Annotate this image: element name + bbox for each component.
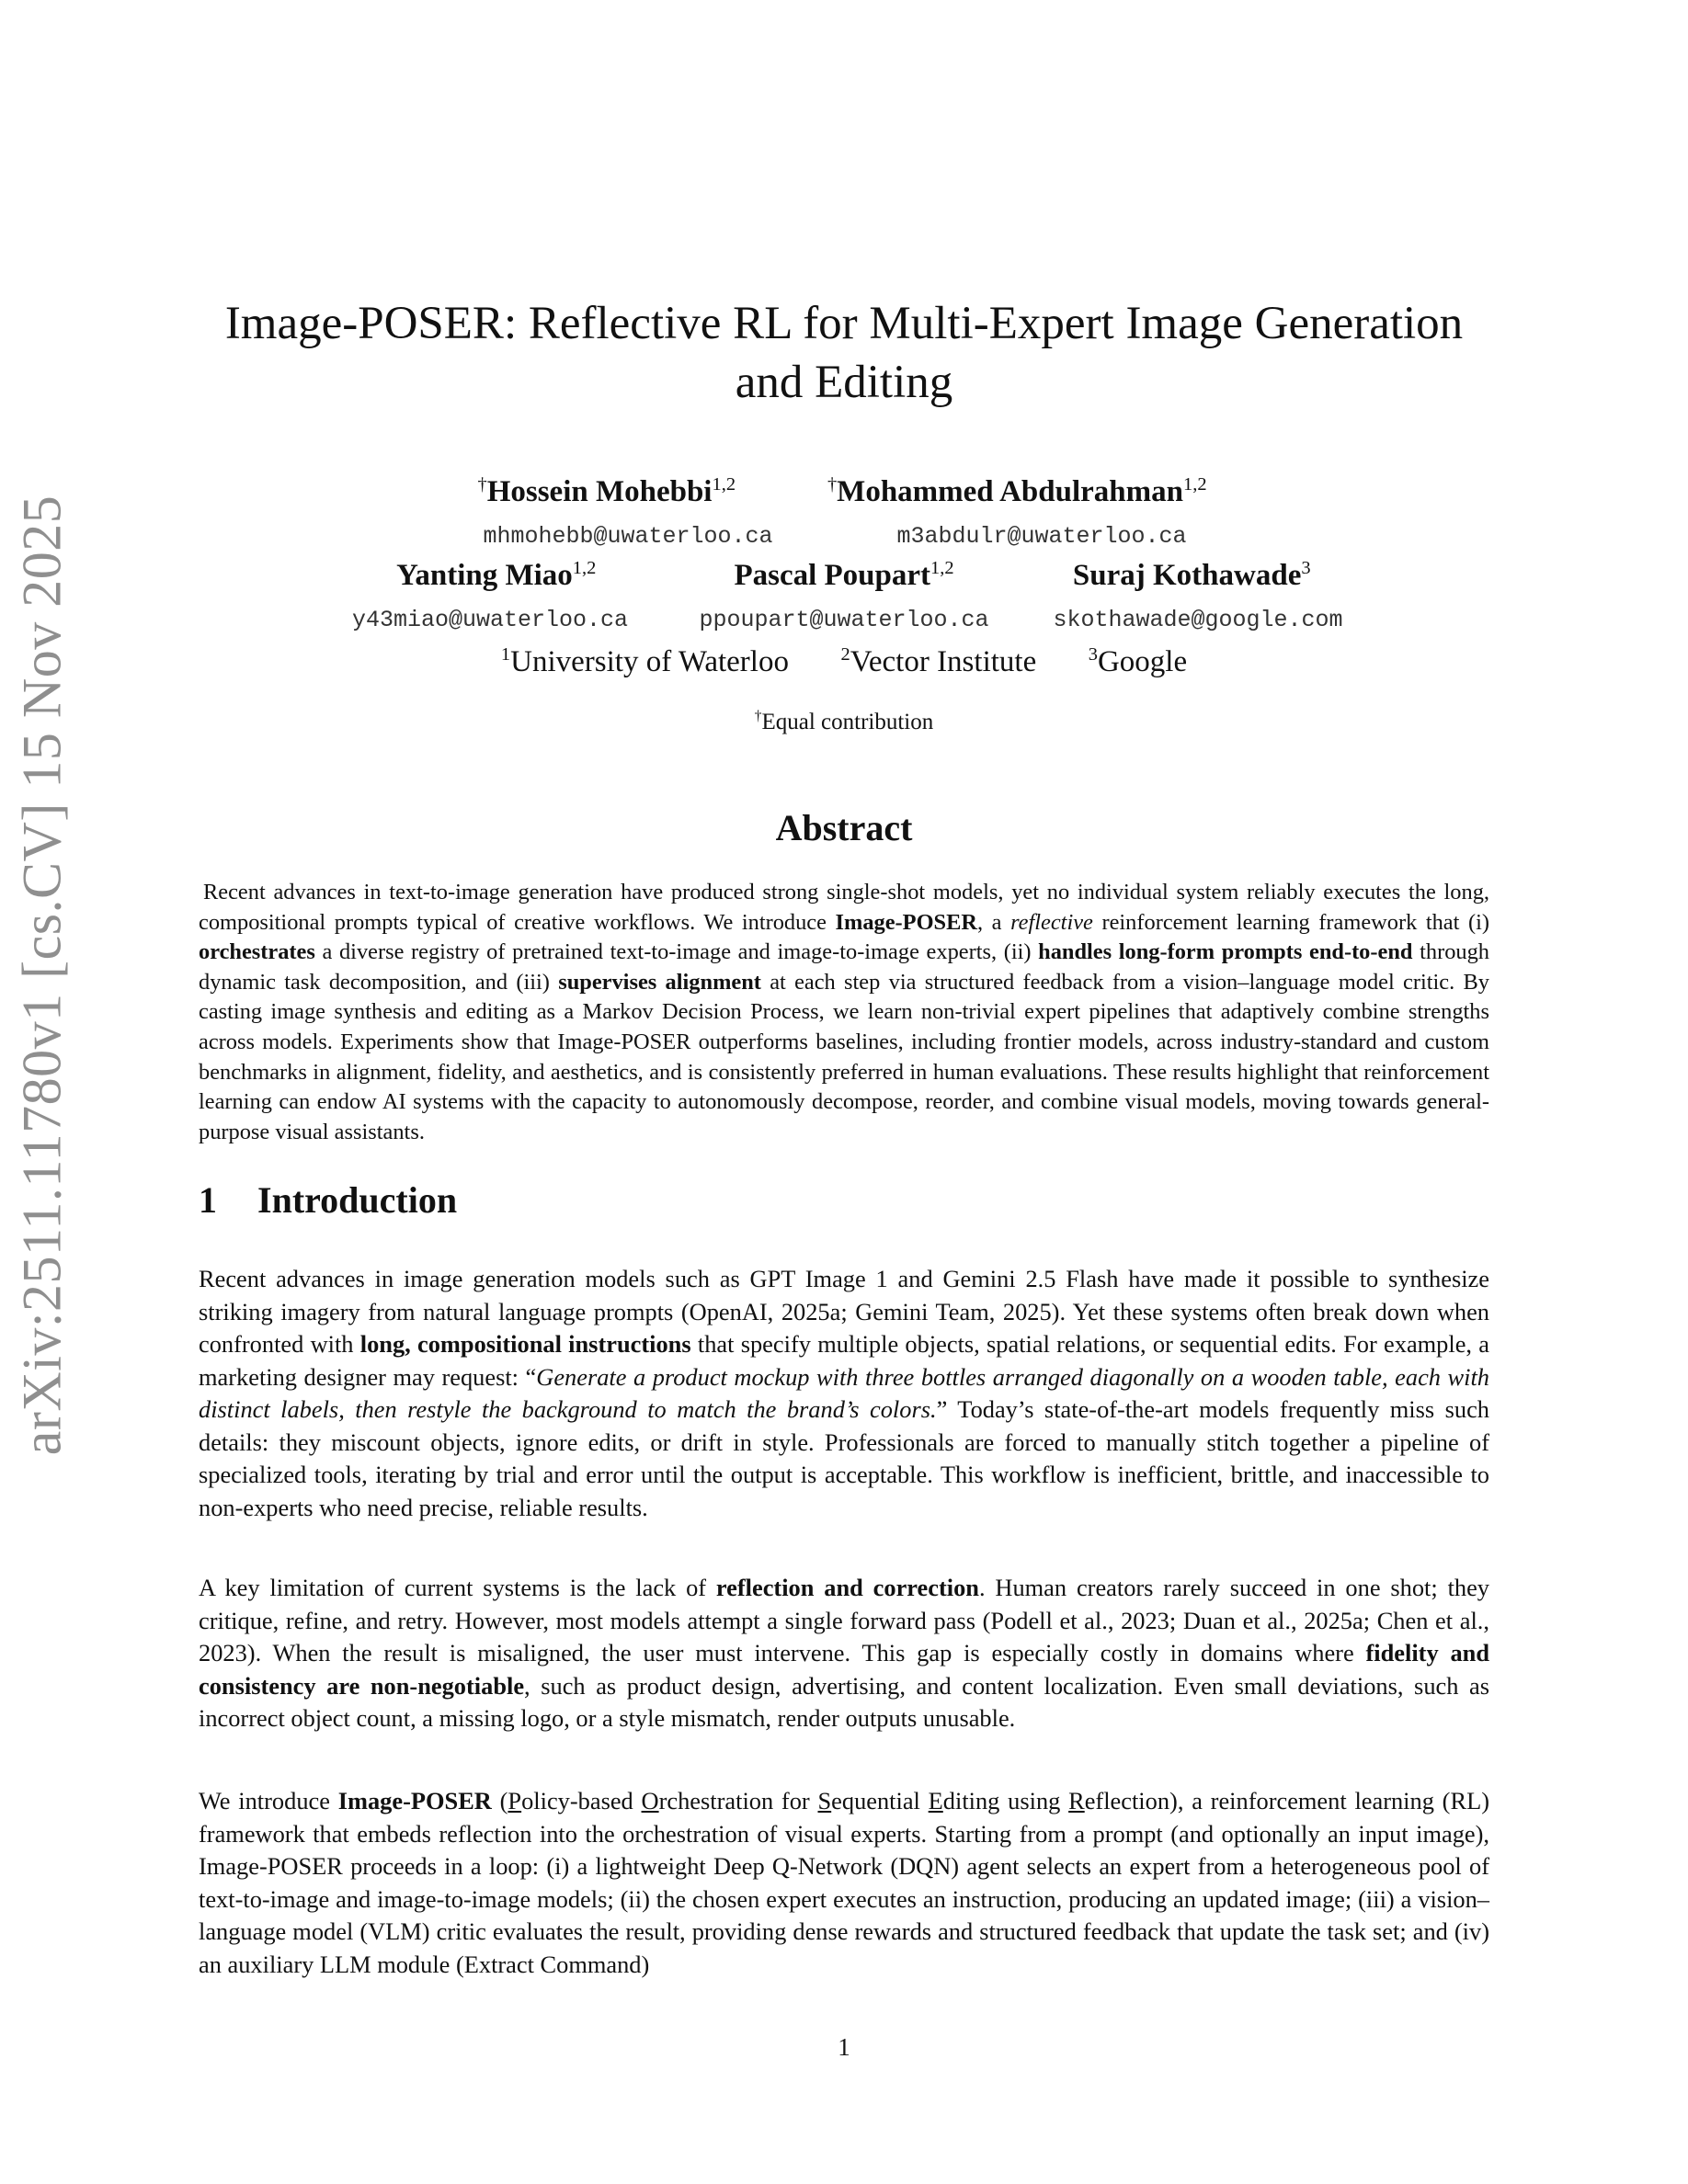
author-email-5: skothawade@google.com xyxy=(1053,607,1343,633)
page-number: 1 xyxy=(838,2033,850,2061)
author-name-5: Suraj Kothawade$^3$ xyxy=(1072,558,1311,592)
arxiv-identifier-stamp: arXiv:2511.11780v1 [cs.CV] 15 Nov 2025 xyxy=(11,495,73,1456)
author-email-4: ppoupart@uwaterloo.ca xyxy=(699,607,989,633)
author-email-3: y43miao@uwaterloo.ca xyxy=(351,607,629,633)
equal-contribution-note: †Equal contribution xyxy=(754,708,934,734)
title-line-1: Image-POSER: Reflective RL for Multi-Expert Image Generation xyxy=(224,298,1464,349)
intro-paragraph-3: We introduce Image-POSER (Policy-based Orchestration for Sequential Editing using Reflection), a reinforcement learning (RL) framework that embeds reflection into the orchestration of visual experts. Starting from a prompt (and optionally an input image), Image-POSER proceeds in a loop: (i) a lightweight Deep Q-Network (DQN) agent selects an expert from a heterogeneous pool of text-to-image and image-to-image models; (ii) the chosen expert executes an instruction, producing an updated image; (iii) a vision–language model (VLM) critic evaluates the result, providing dense rewards and structured feedback that update the task set; and (iv) an auxiliary LLM module (Extract Command) xyxy=(199,1787,1489,1978)
section-heading-introduction xyxy=(199,1178,457,1222)
abstract-heading: Abstract xyxy=(775,807,913,848)
author-name-2: †Mohammed Abdulrahman$^{1,2}$ xyxy=(827,474,1207,508)
email-row-2 xyxy=(199,607,1489,633)
affiliation-1: $^1$University of Waterloo xyxy=(500,644,789,678)
affiliation-2: $^2$Vector Institute xyxy=(840,644,1037,678)
section-title: Introduction xyxy=(257,1179,458,1221)
author-row-1 xyxy=(199,475,1489,509)
author-email-2: m3abdulr@uwaterloo.ca xyxy=(896,523,1187,550)
affiliation-3: $^3$Google xyxy=(1088,644,1188,678)
author-name-1: †Hossein Mohebbi$^{1,2}$ xyxy=(477,474,736,508)
section-number: 1 xyxy=(199,1179,217,1221)
author-email-1: mhmohebb@uwaterloo.ca xyxy=(483,523,773,550)
intro-paragraph-1: Recent advances in image generation models such as GPT Image 1 and Gemini 2.5 Flash have made it possible to synthesize striking imagery from natural language prompts (OpenAI, 2025a; Gemini Team, 2025). Yet these systems often break down when confronted with long, compositional instructions that specify multiple objects, spatial relations, or sequential edits. For example, a marketing designer may request: “Generate a product mockup with three bottles arranged diagonally on a wooden table, each with distinct labels, then restyle the background to match the brand’s colors.” Today’s state-of-the-art models frequently miss such details: they miscount objects, ignore edits, or drift in style. Professionals are forced to manually stitch together a pipeline of specialized tools, iterating by trial and error until the output is acceptable. This workflow is inefficient, brittle, and inaccessible to non-experts who need precise, reliable results. xyxy=(199,1265,1489,1521)
author-name-4: Pascal Poupart$^{1,2}$ xyxy=(734,558,954,592)
author-row-2 xyxy=(199,559,1489,593)
affiliations-row xyxy=(199,645,1489,679)
paper-title xyxy=(199,294,1489,412)
intro-paragraph-2: A key limitation of current systems is the lack of reflection and correction. Human creators rarely succeed in one shot; they critique, refine, and retry. However, most models attempt a single forward pass (Podell et al., 2023; Duan et al., 2025a; Chen et al., 2023). When the result is misaligned, the user must intervene. This gap is especially costly in domains where fidelity and consistency are non-negotiable, such as product design, advertising, and content localization. Even small deviations, such as incorrect object count, a missing logo, or a style mismatch, render outputs unusable. xyxy=(199,1574,1490,1732)
abstract-text: Recent advances in text-to-image generation have produced strong single-shot models, yet no individual system reliably executes the long, compositional prompts typical of creative workflows. We introduce Image-POSER, a reflective reinforcement learning framework that (i) orchestrates a diverse registry of pretrained text-to-image and image-to-image experts, (ii) handles long-form prompts end-to-end through dynamic task decomposition, and (iii) supervises alignment at each step via structured feedback from a vision–language model critic. By casting image synthesis and editing as a Markov Decision Process, we learn non-trivial expert pipelines that adaptively combine strengths across models. Experiments show that Image-POSER outperforms baselines, including frontier models, across industry-standard and custom benchmarks in alignment, fidelity, and aesthetics, and is consistently preferred in human evaluations. These results highlight that reinforcement learning can endow AI systems with the capacity to autonomously decompose, reorder, and combine visual models, moving towards general-purpose visual assistants. xyxy=(199,880,1490,1144)
title-line-2: and Editing xyxy=(735,357,953,408)
email-row-1 xyxy=(199,523,1489,550)
author-name-3: Yanting Miao$^{1,2}$ xyxy=(396,558,597,592)
